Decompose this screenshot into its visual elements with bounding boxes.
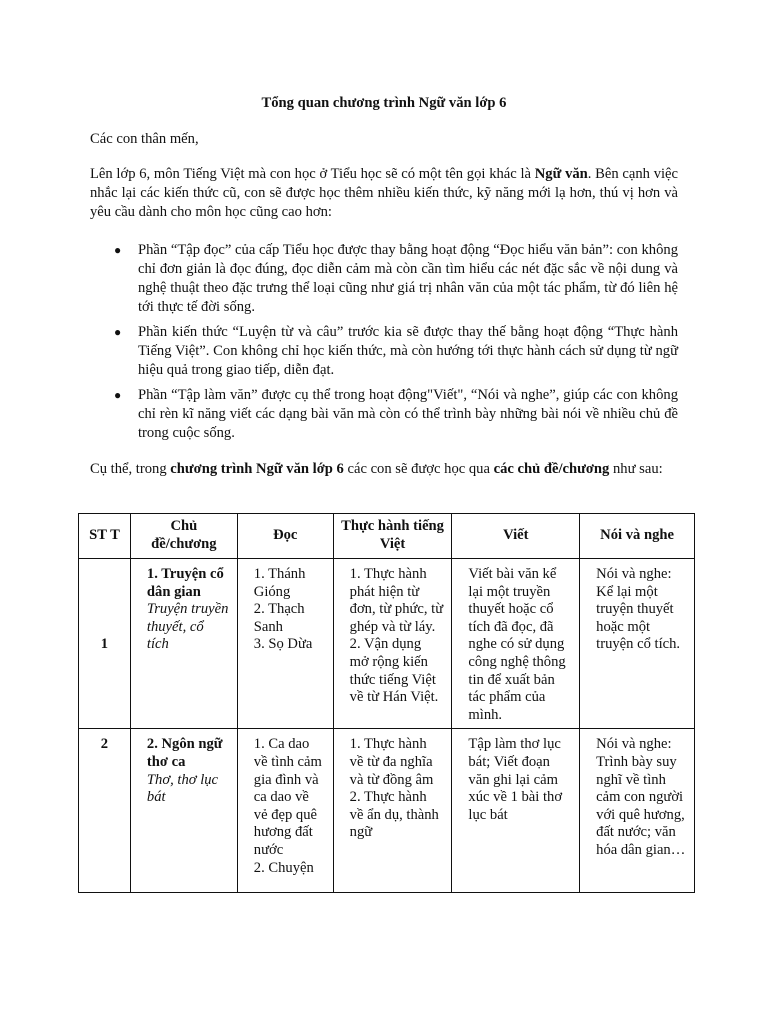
reading-cell: 1. Thánh Gióng 2. Thạch Sanh 3. Sọ Dừa bbox=[237, 559, 333, 729]
greeting: Các con thân mến, bbox=[90, 131, 199, 147]
table-row bbox=[79, 559, 695, 729]
list-item: ● Phần “Tập làm văn” được cụ thể trong hoạt động"Viết", “Nói và nghe”, giúp các con không chỉ rèn kĩ năng viết các dạng bài văn mà còn có thể trình bày những bài nói về nhiều chủ đề trong cuộc sống. bbox=[114, 387, 678, 441]
header-reading: Đọc bbox=[237, 514, 333, 559]
topic-genre: Truyện truyền thuyết, cổ tích bbox=[146, 601, 229, 653]
writing-cell: Tập làm thơ lục bát; Viết đoạn văn ghi lại cảm xúc về 1 bài thơ lục bát bbox=[452, 729, 580, 893]
topic-name: 2. Ngôn ngữ thơ ca bbox=[146, 736, 223, 770]
topic-name: 1. Truyện cổ dân gian bbox=[146, 566, 224, 600]
speaking-cell: Nói và nghe: Kể lại một truyện thuyết hoặc một truyện cổ tích. bbox=[580, 559, 695, 729]
detail-paragraph: Cụ thể, trong chương trình Ngữ văn lớp 6 các con sẽ được học qua các chủ đề/chương như sau: bbox=[90, 461, 663, 477]
list-item: ● Phần kiến thức “Luyện từ và câu” trước kia sẽ được thay thế bằng hoạt động “Thực hành Tiếng Việt”. Con không chỉ học kiến thức, mà còn hướng tới thực hành cách sử dụng từ ngữ hiệu quả trong giao tiếp, diễn đạt. bbox=[114, 324, 678, 378]
bullet-icon: ● bbox=[114, 243, 122, 257]
bullet-list bbox=[90, 241, 678, 449]
topic-genre: Thơ, thơ lục bát bbox=[146, 771, 219, 806]
reading-cell: 1. Ca dao về tình cảm gia đình và ca dao về vẻ đẹp quê hương đất nước 2. Chuyện bbox=[237, 729, 333, 893]
header-vietnamese-practice: Thực hành tiếng Việt bbox=[333, 514, 452, 559]
topic-cell bbox=[130, 729, 237, 893]
practice-cell: 1. Thực hành phát hiện từ đơn, từ phức, từ ghép và từ láy. 2. Vận dụng mở rộng kiến thức tiếng Việt về từ Hán Việt. bbox=[333, 559, 452, 729]
bullet-icon: ● bbox=[114, 325, 122, 339]
stt-cell: 1 bbox=[79, 559, 131, 729]
topic-cell bbox=[130, 559, 237, 729]
stt-cell: 2 bbox=[79, 729, 131, 893]
header-speaking-listening: Nói và nghe bbox=[580, 514, 695, 559]
table-header-row bbox=[79, 514, 695, 559]
writing-cell: Viết bài văn kể lại một truyền thuyết hoặc cổ tích đã đọc, đã nghe có sử dụng công nghệ thông tin để xuất bản tác phẩm của mình. bbox=[452, 559, 580, 729]
header-stt: ST T bbox=[79, 514, 131, 559]
list-item: ● Phần “Tập đọc” của cấp Tiểu học được thay bằng hoạt động “Đọc hiểu văn bản”: con không chỉ đơn giản là đọc đúng, đọc diễn cảm mà còn cần tìm hiểu các nét đặc sắc về nội dung và nghệ thuật theo đặc trưng thể loại cũng như giá trị nhân văn của một tác phẩm, từ đó liên hệ tới thực tế đời sống. bbox=[114, 242, 678, 315]
document-title: Tổng quan chương trình Ngữ văn lớp 6 bbox=[261, 95, 507, 111]
table-row bbox=[79, 729, 695, 893]
bullet-icon: ● bbox=[114, 388, 122, 402]
header-writing: Viết bbox=[452, 514, 580, 559]
curriculum-table bbox=[78, 513, 695, 893]
header-topic: Chủ đề/chương bbox=[130, 514, 237, 559]
intro-paragraph: Lên lớp 6, môn Tiếng Việt mà con học ở Tiểu học sẽ có một tên gọi khác là Ngữ văn. Bên cạnh việc nhắc lại các kiến thức cũ, con sẽ được học thêm nhiều kiến thức, kỹ năng mới lạ hơn, thú vị hơn và yêu cầu dành cho môn học cũng cao hơn: bbox=[90, 166, 679, 220]
intro-bold-subject: Ngữ văn bbox=[534, 166, 588, 182]
speaking-cell: Nói và nghe: Trình bày suy nghĩ về tình cảm con người với quê hương, đất nước; văn hóa dân gian… bbox=[580, 729, 695, 893]
practice-cell: 1. Thực hành về từ đa nghĩa và từ đồng âm 2. Thực hành về ẩn dụ, thành ngữ bbox=[333, 729, 452, 893]
